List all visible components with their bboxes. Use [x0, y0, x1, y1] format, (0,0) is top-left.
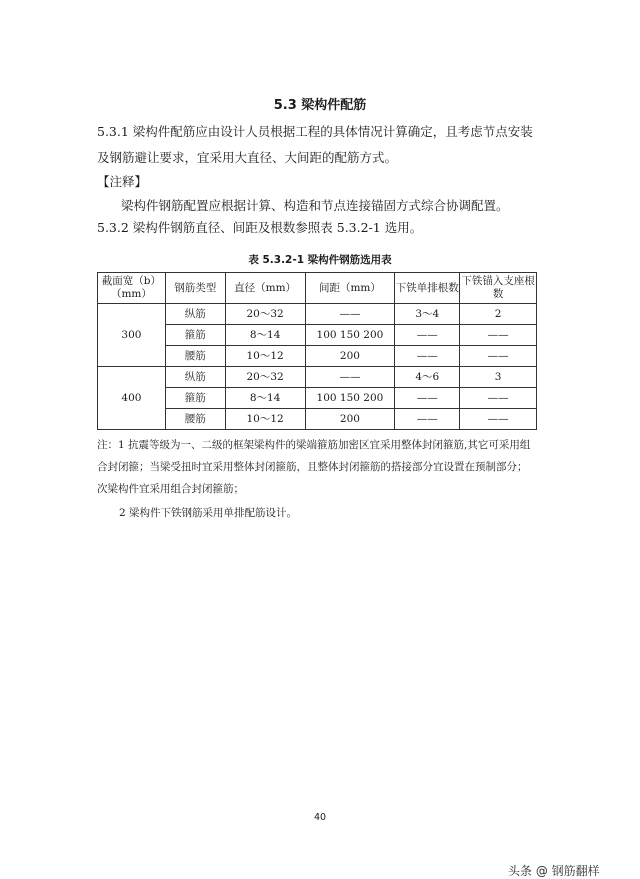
header-cell: 直径（mm）	[225, 273, 305, 304]
header-cell: 下铁单排根数	[395, 273, 460, 304]
note-2: 2 梁构件下铁钢筋采用单排配筋设计。	[119, 507, 298, 519]
table-cell: 纵筋	[165, 304, 225, 325]
header-cell: 间距（mm）	[305, 273, 395, 304]
table-row	[98, 367, 537, 388]
table-cell: 20～32	[225, 304, 305, 325]
table-row	[98, 304, 537, 325]
table-cell: ——	[460, 346, 537, 367]
table-header-row	[98, 273, 537, 304]
section-title: 5.3 梁构件配筋	[273, 98, 367, 113]
table-cell: ——	[460, 409, 537, 430]
width-cell: 300	[98, 304, 166, 367]
header-cell: 截面宽（b）（mm）	[98, 273, 166, 304]
header-cell: 下铁锚入支座根数	[460, 273, 537, 304]
watermark: 头条 @ 钢筋翻样	[508, 864, 600, 878]
table-cell: 8～14	[225, 325, 305, 346]
table-cell: ——	[395, 409, 460, 430]
table-cell: 腰筋	[165, 409, 225, 430]
table-cell: ——	[395, 388, 460, 409]
table-cell: ——	[460, 325, 537, 346]
table-cell: 20～32	[225, 367, 305, 388]
table-cell: 2	[460, 304, 537, 325]
table-cell: 100 150 200	[305, 388, 395, 409]
page-number: 40	[313, 812, 327, 823]
table-cell: 腰筋	[165, 346, 225, 367]
table-cell: ——	[395, 325, 460, 346]
table-notes	[97, 434, 537, 524]
table-cell: ——	[305, 367, 395, 388]
table-cell: 纵筋	[165, 367, 225, 388]
header-cell: 钢筋类型	[165, 273, 225, 304]
table-cell: ——	[460, 388, 537, 409]
table-cell: 10～12	[225, 409, 305, 430]
annotation-text: 梁构件钢筋配置应根据计算、构造和节点连接锚固方式综合协调配置。	[121, 198, 509, 213]
table-cell: ——	[305, 304, 395, 325]
clause-5-3-2: 5.3.2 梁构件钢筋直径、间距及根数参照表 5.3.2-1 选用。	[97, 220, 423, 235]
table-cell: 200	[305, 346, 395, 367]
annotation-heading: 【注释】	[97, 174, 148, 189]
table-cell: 箍筋	[165, 388, 225, 409]
table-cell: 3～4	[395, 304, 460, 325]
note-1: 注：1 抗震等级为一、二级的框架梁构件的梁端箍筋加密区宜采用整体封闭箍筋,其它可采用组合封闭箍；当梁受扭时宜采用整体封闭箍筋，且整体封闭箍筋的搭接部分宜设置在预制部分；次梁构件宜采用组合封闭箍筋；	[97, 439, 531, 495]
rebar-selection-table	[97, 272, 537, 430]
table-cell: 100 150 200	[305, 325, 395, 346]
table-cell: 200	[305, 409, 395, 430]
table-cell: 10～12	[225, 346, 305, 367]
clause-5-3-1: 5.3.1 梁构件配筋应由设计人员根据工程的具体情况计算确定，且考虑节点安装及钢筋避让要求，宜采用大直径、大间距的配筋方式。	[97, 124, 533, 165]
width-cell: 400	[98, 367, 166, 430]
table-cell: 8～14	[225, 388, 305, 409]
table-cell: ——	[395, 346, 460, 367]
table-cell: 3	[460, 367, 537, 388]
table-cell: 箍筋	[165, 325, 225, 346]
table-cell: 4～6	[395, 367, 460, 388]
table-caption: 表 5.3.2-1 梁构件钢筋选用表	[248, 254, 392, 266]
